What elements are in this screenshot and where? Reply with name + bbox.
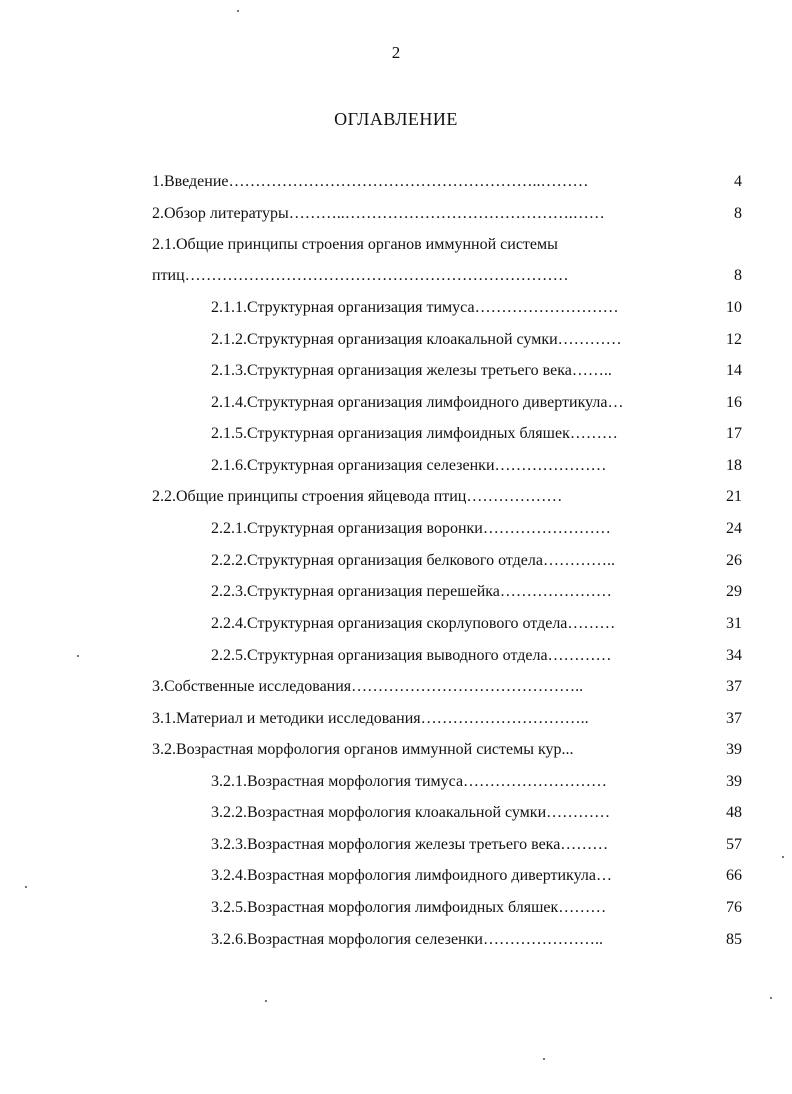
toc-entry-label: 2.1.4.Структурная организация лимфоидного дивертикула…	[211, 394, 624, 411]
toc-entry-label: 2.2.4.Структурная организация скорлупового отдела………	[211, 615, 616, 632]
toc-entry	[0, 170, 792, 194]
toc-title: ОГЛАВЛЕНИЕ	[334, 109, 458, 129]
toc-entry-label: 2.2.5.Структурная организация выводного отдела…………	[211, 647, 612, 664]
toc-entry-page: 57	[726, 836, 742, 853]
toc-entry	[0, 359, 792, 383]
toc-entry	[0, 233, 792, 257]
toc-entry	[0, 391, 792, 415]
scan-speck	[782, 856, 784, 858]
toc-entry-page: 37	[726, 678, 742, 695]
toc-entry-label: 3.2.Возрастная морфология органов иммунной системы кур...	[152, 741, 574, 758]
scan-speck	[543, 1058, 545, 1060]
toc-entry-label: 2.1.1.Структурная организация тимуса………………………	[211, 299, 619, 316]
toc-entry-label: 2.1.3.Структурная организация железы третьего века……..	[211, 362, 612, 379]
toc-entry-label: 2.1.5.Структурная организация лимфоидных бляшек………	[211, 425, 618, 442]
toc-entry	[0, 738, 792, 762]
toc-entry-page: 39	[726, 773, 742, 790]
toc-entry	[0, 454, 792, 478]
toc-entry-page: 37	[726, 710, 742, 727]
toc-entry-label: 3.2.1.Возрастная морфология тимуса………………………	[211, 773, 608, 790]
toc-entry	[0, 202, 792, 226]
toc-entry-label: птиц………………………………………………………………	[152, 267, 569, 284]
toc-entry-page: 31	[726, 615, 742, 632]
toc-entry-page: 16	[726, 394, 742, 411]
toc-entry	[0, 485, 792, 509]
scan-speck	[265, 1000, 267, 1002]
toc-entry-page: 29	[726, 583, 742, 600]
toc-entry-label: 2.1.Общие принципы строения органов иммунной системы	[152, 236, 558, 253]
toc-entry	[0, 707, 792, 731]
toc-entry-label: 3.Собственные исследования……………………………………..	[152, 678, 584, 695]
toc-entry-label: 3.2.3.Возрастная морфология железы третьего века………	[211, 836, 609, 853]
toc-entry-page: 18	[726, 457, 742, 474]
page-number: 2	[391, 43, 401, 62]
toc-entry-page: 76	[726, 899, 742, 916]
toc-entry-page: 12	[726, 331, 742, 348]
toc-entry	[0, 770, 792, 794]
toc-entry-label: 3.1.Материал и методики исследования…………………………..	[152, 710, 589, 727]
toc-entry-page: 10	[726, 299, 742, 316]
toc-entry	[0, 644, 792, 668]
toc-entry	[0, 296, 792, 320]
toc-entry-page: 8	[734, 205, 742, 222]
toc-entry	[0, 896, 792, 920]
toc-entry-page: 85	[726, 931, 742, 948]
toc-entry	[0, 422, 792, 446]
scan-speck	[237, 10, 239, 12]
toc-entry-label: 1.Введение…………………………………………………..………	[152, 173, 589, 190]
toc-entry	[0, 549, 792, 573]
toc-entry-label: 2.1.2.Структурная организация клоакальной сумки…………	[211, 331, 622, 348]
scan-speck	[77, 655, 79, 657]
scan-speck	[25, 886, 27, 888]
toc-entry	[0, 864, 792, 888]
toc-entry-label: 3.2.5.Возрастная морфология лимфоидных бляшек………	[211, 899, 607, 916]
toc-entry-page: 8	[734, 267, 742, 284]
toc-entry-page: 4	[734, 173, 742, 190]
toc-entry-page: 17	[726, 425, 742, 442]
toc-entry	[0, 264, 792, 288]
toc-entry-page: 21	[726, 488, 742, 505]
toc-entry-label: 3.2.2.Возрастная морфология клоакальной сумки…………	[211, 804, 611, 821]
scan-speck	[770, 997, 772, 999]
toc-entry-page: 24	[726, 520, 742, 537]
toc-entry-page: 39	[726, 741, 742, 758]
toc-entry	[0, 612, 792, 636]
toc-entry-label: 2.2.Общие принципы строения яйцевода птиц………………	[152, 488, 563, 505]
toc-entry	[0, 833, 792, 857]
toc-entry	[0, 928, 792, 952]
toc-entry-label: 3.2.4.Возрастная морфология лимфоидного дивертикула…	[211, 867, 612, 884]
toc-entry-label: 2.2.3.Структурная организация перешейка…………………	[211, 583, 612, 600]
toc-entry	[0, 328, 792, 352]
toc-entry	[0, 801, 792, 825]
toc-entry-label: 2.Обзор литературы………..…………………………………….……	[152, 205, 605, 222]
toc-entry	[0, 580, 792, 604]
toc-entry-page: 34	[726, 647, 742, 664]
toc-entry-label: 2.1.6.Структурная организация селезенки…………………	[211, 457, 607, 474]
toc-entry-page: 14	[726, 362, 742, 379]
toc-entry-page: 66	[726, 867, 742, 884]
toc-entry	[0, 517, 792, 541]
toc-entry	[0, 675, 792, 699]
toc-entry-page: 26	[726, 552, 742, 569]
toc-entry-label: 2.2.1.Структурная организация воронки……………………	[211, 520, 611, 537]
toc-entry-page: 48	[726, 804, 742, 821]
toc-entry-label: 2.2.2.Структурная организация белкового отдела…………..	[211, 552, 615, 569]
toc-entry-label: 3.2.6.Возрастная морфология селезенки…………………..	[211, 931, 603, 948]
